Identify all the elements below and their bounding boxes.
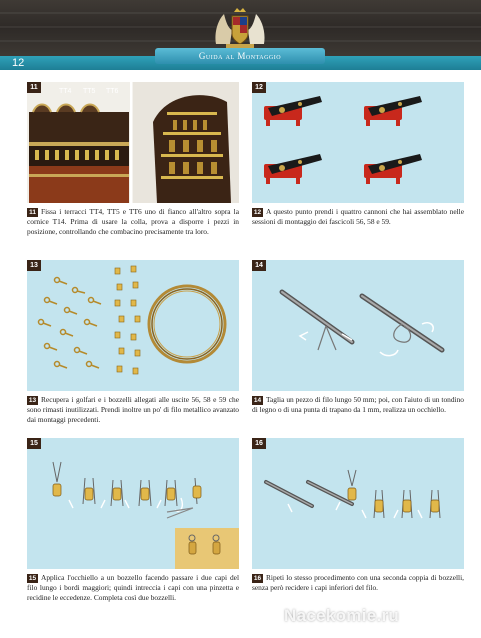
- ship-stern-illustration: [27, 82, 239, 203]
- step-15: [27, 438, 239, 618]
- label-tt6: TT6: [106, 88, 119, 95]
- step-12-caption: [252, 207, 464, 227]
- step-15-caption: [27, 573, 239, 603]
- step-15-caption-text: Applica l'occhiello a un bozzello facendo passare i due capi del filo lungo i bordi maggiori; quindi intreccia i capi con una pinzetta e recidine le eccedenze. Completa così due bozzelli.: [27, 573, 239, 602]
- step-13: [27, 260, 239, 430]
- cannons-illustration: [252, 82, 464, 203]
- step-12-photo: [252, 82, 464, 203]
- step-14-number: 14: [252, 260, 266, 271]
- step-13-number: 13: [27, 260, 41, 271]
- page-header: [0, 0, 481, 70]
- step-15-number: 15: [27, 438, 41, 449]
- step-12-caption-number: 12: [253, 209, 262, 216]
- step-16-caption-text: Ripeti lo stesso procedimento con una seconda coppia di bozzelli, senza però recidere i capi inferiori del filo.: [252, 573, 464, 592]
- banner-title: Guida al Montaggio: [155, 48, 325, 64]
- eyebolts-blocks-wire-illustration: [27, 260, 239, 391]
- label-tt5: TT5: [83, 88, 96, 95]
- blocks-assembly-illustration: [27, 438, 239, 569]
- wire-eyelet-illustration: [252, 260, 464, 391]
- watermark: Nacekomie.ru: [284, 606, 400, 625]
- step-11-caption-number: 11: [27, 208, 38, 217]
- step-16: [252, 438, 464, 618]
- step-13-caption-text: Recupera i golfari e i bozzelli allegati alle uscite 56, 58 e 59 che sono rimasti inutilizzati. Prendi inoltre un po' di filo metallico avanzato dai montaggi precedenti.: [27, 395, 239, 424]
- step-11-caption: [27, 207, 239, 237]
- step-13-caption-number: 13: [28, 397, 37, 404]
- step-16-caption: [252, 573, 464, 593]
- step-12-number: 12: [252, 82, 266, 93]
- step-13-photo: [27, 260, 239, 391]
- step-11-photo: [27, 82, 239, 203]
- step-13-caption: [27, 395, 239, 425]
- step-16-photo: [252, 438, 464, 569]
- step-11-number: 11: [27, 82, 41, 93]
- second-blocks-illustration: [252, 438, 464, 569]
- step-12-caption-text: A questo punto prendi i quattro cannoni che hai assemblato nelle sessioni di montaggio dei fascicoli 56, 58 e 59.: [252, 207, 464, 226]
- step-14-caption-text: Taglia un pezzo di filo lungo 50 mm; poi, con l'aiuto di un tondino di legno o di una punta di trapano da 1 mm, realizza un occhiello.: [252, 395, 464, 414]
- step-14: [252, 260, 464, 430]
- step-14-caption-number: 14: [253, 397, 262, 404]
- royal-crest-icon: [208, 4, 272, 50]
- step-12: [252, 82, 464, 237]
- step-16-number: 16: [252, 438, 266, 449]
- step-11: [27, 82, 239, 237]
- step-15-photo: [27, 438, 239, 569]
- step-15-caption-number: 15: [28, 575, 37, 582]
- step-11-caption-text: Fissa i terracci TT4, TT5 e TT6 uno di fianco all'altro sopra la cornice T14. Prima di usare la colla, prova a disporre i pezzi in posizione, controllando che combacino precisamente tra loro.: [27, 207, 239, 236]
- step-14-caption: [252, 395, 464, 415]
- page-number: 12: [12, 57, 25, 69]
- step-16-caption-number: 16: [253, 575, 262, 582]
- label-tt4: TT4: [59, 88, 72, 95]
- step-14-photo: [252, 260, 464, 391]
